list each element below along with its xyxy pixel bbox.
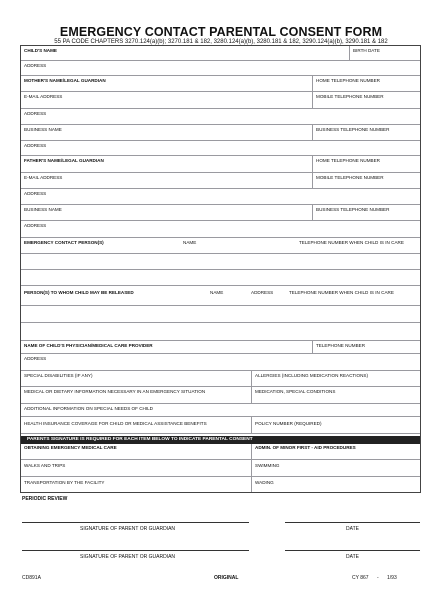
label-business-name: BUSINESS NAME [24, 207, 62, 212]
row-mother-address[interactable] [21, 109, 420, 125]
label-address: ADDRESS [24, 143, 47, 148]
row-medical-info[interactable] [21, 387, 420, 404]
row-released-entry-2[interactable] [21, 323, 420, 341]
divider [349, 46, 350, 61]
label-father-name: FATHER'S NAME/LEGAL GUARDIAN [24, 158, 104, 163]
row-medical-care[interactable] [21, 444, 420, 460]
label-mobile-phone: MOBILE TELEPHONE NUMBER [316, 175, 384, 180]
signature-label-2: SIGNATURE OF PARENT OR GUARDIAN [80, 554, 176, 560]
signature-line-2[interactable] [22, 550, 249, 551]
label-name: NAME [210, 290, 224, 295]
date-label-2: DATE [346, 554, 359, 560]
divider [312, 205, 313, 221]
label-phone-in-care: TELEPHONE NUMBER WHEN CHILD IS IN CARE [289, 290, 394, 295]
row-released-to [21, 286, 420, 306]
label-address: ADDRESS [251, 290, 274, 295]
form-table [20, 45, 421, 493]
divider [251, 371, 252, 404]
periodic-review-heading: PERIODIC REVIEW [22, 496, 68, 502]
date-label-1: DATE [346, 526, 359, 532]
label-transportation: TRANSPORTATION BY THE FACILITY [24, 480, 105, 485]
divider [312, 156, 313, 189]
label-mobile-phone: MOBILE TELEPHONE NUMBER [316, 94, 384, 99]
row-mother-business[interactable] [21, 125, 420, 141]
date-line-2[interactable] [285, 550, 420, 551]
label-address: ADDRESS [24, 191, 47, 196]
divider [251, 417, 252, 434]
signature-label-1: SIGNATURE OF PARENT OR GUARDIAN [80, 526, 176, 532]
row-physician-address[interactable] [21, 354, 420, 371]
row-health-insurance[interactable] [21, 417, 420, 434]
divider [251, 444, 252, 492]
row-mother-name[interactable] [21, 76, 420, 92]
label-business-name: BUSINESS NAME [24, 127, 62, 132]
row-father-business-address[interactable] [21, 221, 420, 238]
label-special-disabilities: SPECIAL DISABILITIES (IF ANY) [24, 373, 93, 378]
label-admin-minor: ADMIN. OF MINOR FIRST - AID PROCEDURES [255, 445, 356, 450]
label-mother-name: MOTHER'S NAME/LEGAL GUARDIAN [24, 78, 106, 83]
label-address: ADDRESS [24, 63, 47, 68]
label-home-phone: HOME TELEPHONE NUMBER [316, 78, 380, 83]
form-title: EMERGENCY CONTACT PARENTAL CONSENT FORM [59, 25, 383, 39]
row-father-name[interactable] [21, 156, 420, 173]
form-subtitle: 55 PA CODE CHAPTERS 3270.124(a)(b); 3270.181 & 182, 3280.124(a)(b), 3280.181 & 182, 3290.124(a)(b), 3290.181 & 182 [54, 39, 388, 45]
row-father-business[interactable] [21, 205, 420, 221]
label-name: NAME [183, 240, 197, 245]
row-physician[interactable] [21, 341, 420, 354]
divider [312, 76, 313, 109]
row-emergency-entry-2[interactable] [21, 270, 420, 286]
row-transportation[interactable] [21, 477, 420, 492]
row-walks[interactable] [21, 460, 420, 477]
consent-banner: PARENTS SIGNATURE IS REQUIRED FOR EACH ITEM BELOW TO INDICATE PARENTAL CONSENT [21, 436, 420, 444]
label-home-phone: HOME TELEPHONE NUMBER [316, 158, 380, 163]
label-released-to: PERSON(S) TO WHOM CHILD MAY BE RELEASED [24, 290, 134, 295]
divider [312, 341, 313, 354]
label-additional-info: ADDITIONAL INFORMATION ON SPECIAL NEEDS OF CHILD [24, 406, 153, 411]
row-mother-email[interactable] [21, 92, 420, 109]
label-birth-date: BIRTH DATE [353, 48, 380, 53]
label-phone-in-care: TELEPHONE NUMBER WHEN CHILD IS IN CARE [299, 240, 404, 245]
label-swimming: SWIMMING [255, 463, 280, 468]
footer-dash: - [377, 575, 379, 581]
footer-form-code: CD891A [22, 575, 41, 581]
row-emergency-entry-1[interactable] [21, 254, 420, 270]
label-walks: WALKS AND TRIPS [24, 463, 66, 468]
footer-form-id: CY 867 [352, 575, 369, 581]
row-father-address[interactable] [21, 189, 420, 205]
row-father-email[interactable] [21, 173, 420, 189]
label-telephone-number: TELEPHONE NUMBER [316, 343, 366, 348]
label-physician: NAME OF CHILD'S PHYSICIAN/MEDICAL CARE PROVIDER [24, 343, 153, 348]
label-medical-care: OBTAINING EMERGENCY MEDICAL CARE [24, 445, 117, 450]
label-address: ADDRESS [24, 111, 47, 116]
date-line-1[interactable] [285, 522, 420, 523]
label-medication: MEDICATION, SPECIAL CONDITIONS [255, 389, 336, 394]
label-health-insurance: HEALTH INSURANCE COVERAGE FOR CHILD OR MEDICAL ASSISTANCE BENEFITS [24, 421, 207, 426]
label-allergies: ALLERGIES (INCLUDING MEDICATION REACTIONS) [255, 373, 368, 378]
label-childs-name: CHILD'S NAME [24, 48, 57, 53]
row-mother-business-address[interactable] [21, 141, 420, 156]
row-child-name[interactable] [21, 46, 420, 61]
footer-revision: 1/93 [387, 575, 397, 581]
label-address: ADDRESS [24, 356, 47, 361]
divider [312, 125, 313, 141]
row-released-entry-1[interactable] [21, 306, 420, 323]
signature-line-1[interactable] [22, 522, 249, 523]
footer-status: ORIGINAL [214, 575, 239, 581]
label-business-phone: BUSINESS TELEPHONE NUMBER [316, 207, 390, 212]
label-policy-number: POLICY NUMBER (REQUIRED) [255, 421, 322, 426]
row-emergency-contact [21, 238, 420, 254]
label-address: ADDRESS [24, 223, 47, 228]
row-child-address[interactable] [21, 61, 420, 76]
row-additional-info[interactable] [21, 404, 420, 417]
label-medical-info: MEDICAL OR DIETARY INFORMATION NECESSARY IN AN EMERGENCY SITUATION [24, 389, 206, 394]
label-emergency-contact: EMERGENCY CONTACT PERSON(S) [24, 240, 104, 245]
label-email: E-MAIL ADDRESS [24, 175, 63, 180]
label-wading: WADING [255, 480, 274, 485]
label-business-phone: BUSINESS TELEPHONE NUMBER [316, 127, 390, 132]
row-disabilities[interactable] [21, 371, 420, 387]
label-email: E-MAIL ADDRESS [24, 94, 63, 99]
